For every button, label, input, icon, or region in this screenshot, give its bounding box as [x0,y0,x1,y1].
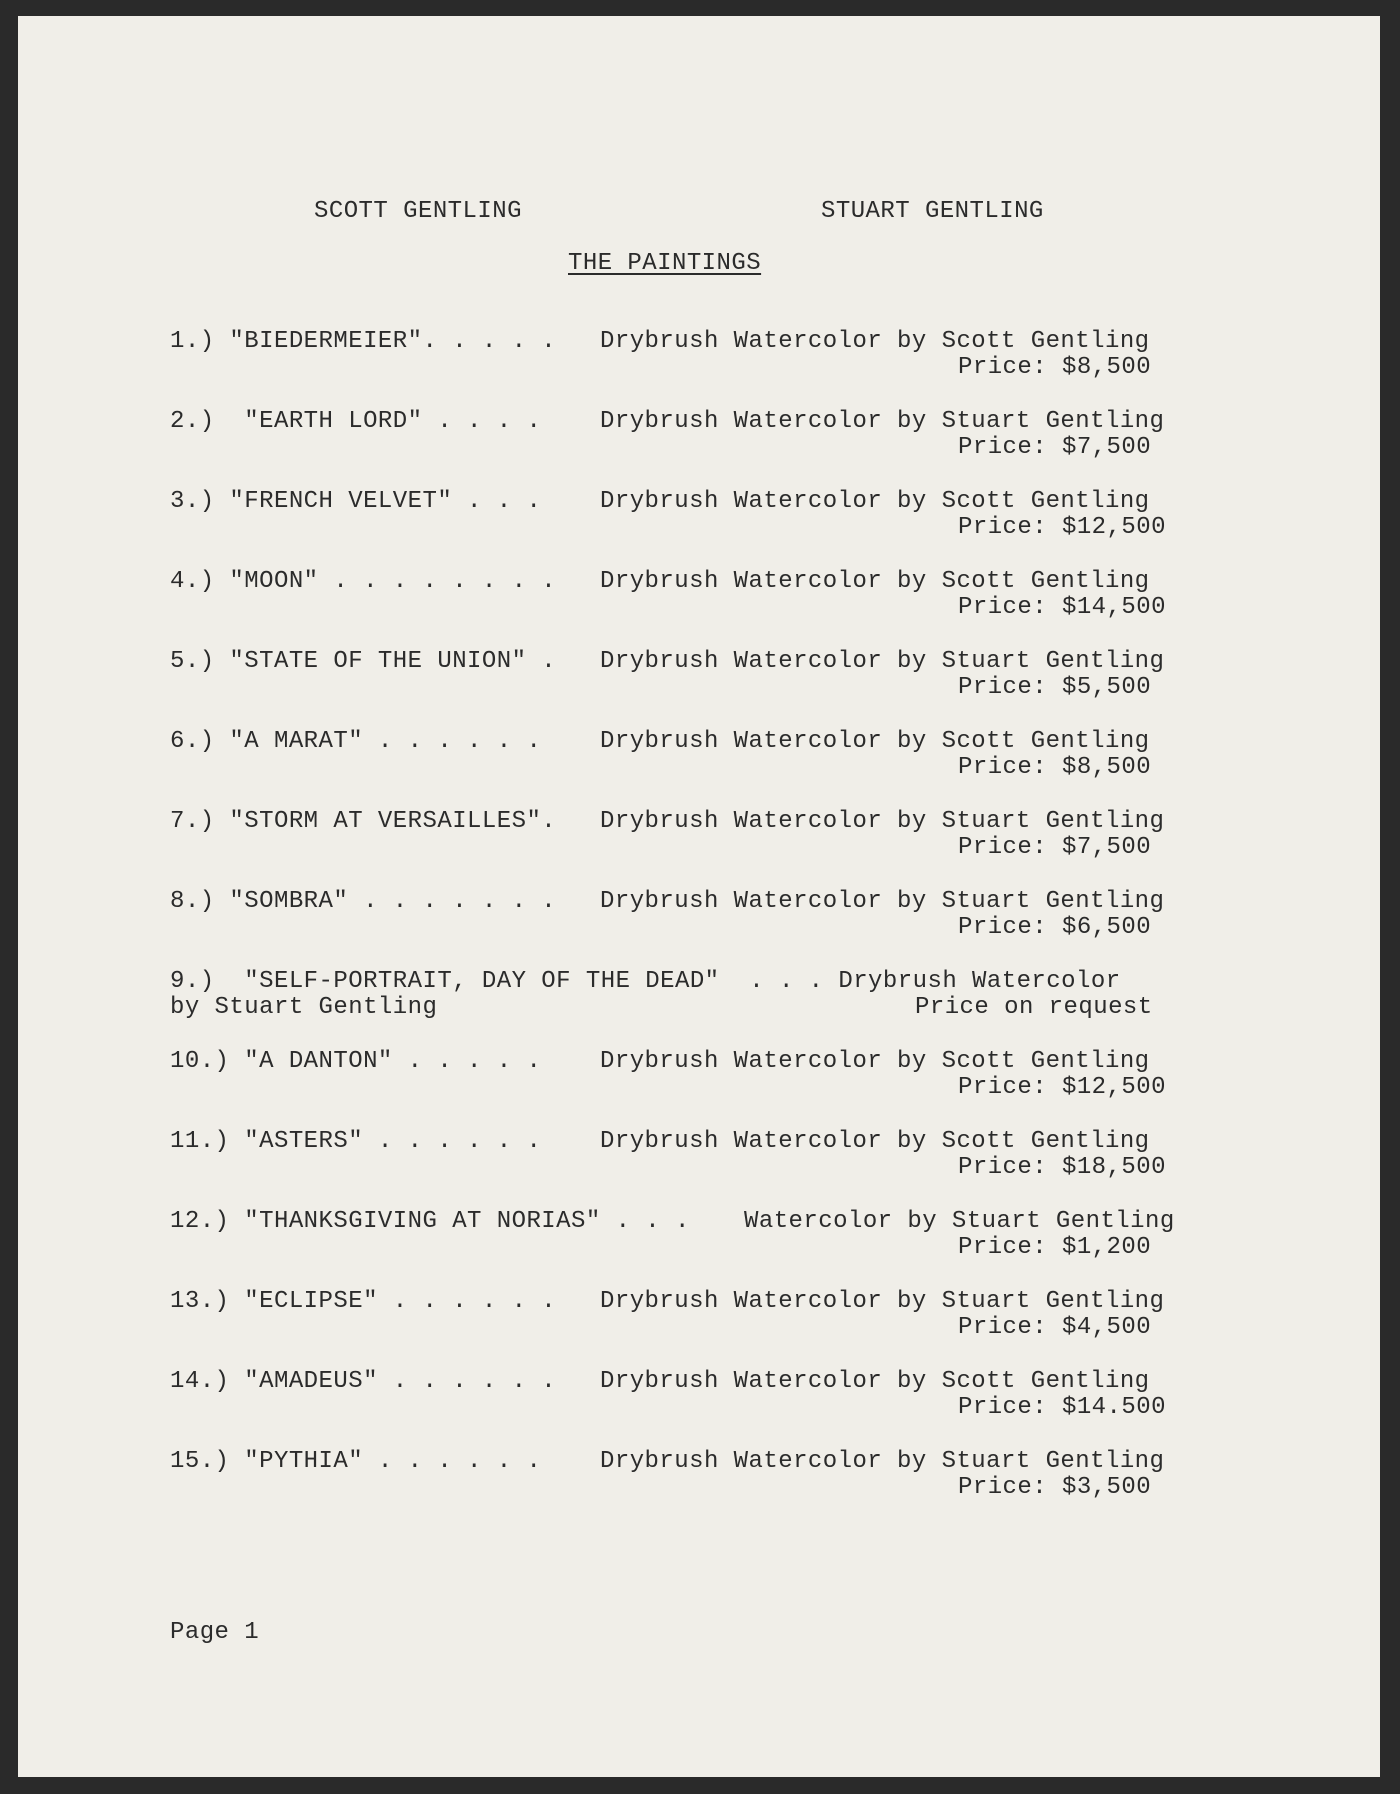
entry-lead: 1.) "BIEDERMEIER". . . . . [170,328,557,355]
entry-price: Price: $8,500 [958,354,1152,381]
entry-lead: 14.) "AMADEUS" . . . . . . [170,1368,557,1395]
entry-price: Price: $8,500 [958,754,1152,781]
entry-9-line-1: 9.) "SELF-PORTRAIT, DAY OF THE DEAD" . . . Drybrush Watercolor [170,968,1121,995]
entry-lead: 2.) "EARTH LORD" . . . . [170,408,542,435]
entry-medium: Drybrush Watercolor by Scott Gentling [600,1368,1150,1395]
entry-medium: Drybrush Watercolor by Scott Gentling [600,488,1150,515]
entry-medium: Drybrush Watercolor by Scott Gentling [600,1128,1150,1155]
entry-medium: Drybrush Watercolor by Scott Gentling [600,328,1150,355]
entry-medium: Drybrush Watercolor by Stuart Gentling [600,648,1165,675]
entry-lead: 8.) "SOMBRA" . . . . . . . [170,888,557,915]
entry-medium: Watercolor by Stuart Gentling [744,1208,1175,1235]
entry-price: Price: $4,500 [958,1314,1152,1341]
entry-lead: 10.) "A DANTON" . . . . . [170,1048,542,1075]
entry-medium: Drybrush Watercolor by Scott Gentling [600,728,1150,755]
document-title: THE PAINTINGS [568,250,762,277]
entry-lead: 11.) "ASTERS" . . . . . . [170,1128,542,1155]
entry-lead: 7.) "STORM AT VERSAILLES". [170,808,557,835]
header-right-name: STUART GENTLING [821,198,1044,225]
entry-price: Price: $6,500 [958,914,1152,941]
entry-price: Price: $7,500 [958,434,1152,461]
entry-lead: 3.) "FRENCH VELVET" . . . [170,488,542,515]
entry-price: Price: $1,200 [958,1234,1152,1261]
entry-medium: Drybrush Watercolor by Stuart Gentling [600,888,1165,915]
page-number: Page 1 [170,1619,260,1646]
entry-lead: 5.) "STATE OF THE UNION" . [170,648,557,675]
entry-medium: Drybrush Watercolor by Stuart Gentling [600,1288,1165,1315]
entry-price: Price: $5,500 [958,674,1152,701]
document-page [18,16,1380,1777]
entry-price: Price: $18,500 [958,1154,1166,1181]
entry-lead: 12.) "THANKSGIVING AT NORIAS" . . . [170,1208,690,1235]
entry-medium: Drybrush Watercolor by Scott Gentling [600,568,1150,595]
entry-9-price: Price on request [915,994,1153,1021]
entry-price: Price: $14.500 [958,1394,1166,1421]
entry-medium: Drybrush Watercolor by Stuart Gentling [600,408,1165,435]
entry-medium: Drybrush Watercolor by Stuart Gentling [600,808,1165,835]
entry-price: Price: $7,500 [958,834,1152,861]
entry-price: Price: $3,500 [958,1474,1152,1501]
entry-lead: 6.) "A MARAT" . . . . . . [170,728,542,755]
entry-medium: Drybrush Watercolor by Scott Gentling [600,1048,1150,1075]
entry-lead: 4.) "MOON" . . . . . . . . [170,568,557,595]
entry-medium: Drybrush Watercolor by Stuart Gentling [600,1448,1165,1475]
entry-price: Price: $12,500 [958,1074,1166,1101]
entry-price: Price: $12,500 [958,514,1166,541]
entry-9-artist: by Stuart Gentling [170,994,438,1021]
entry-lead: 15.) "PYTHIA" . . . . . . [170,1448,542,1475]
entry-lead: 13.) "ECLIPSE" . . . . . . [170,1288,557,1315]
entry-price: Price: $14,500 [958,594,1166,621]
header-left-name: SCOTT GENTLING [314,198,522,225]
